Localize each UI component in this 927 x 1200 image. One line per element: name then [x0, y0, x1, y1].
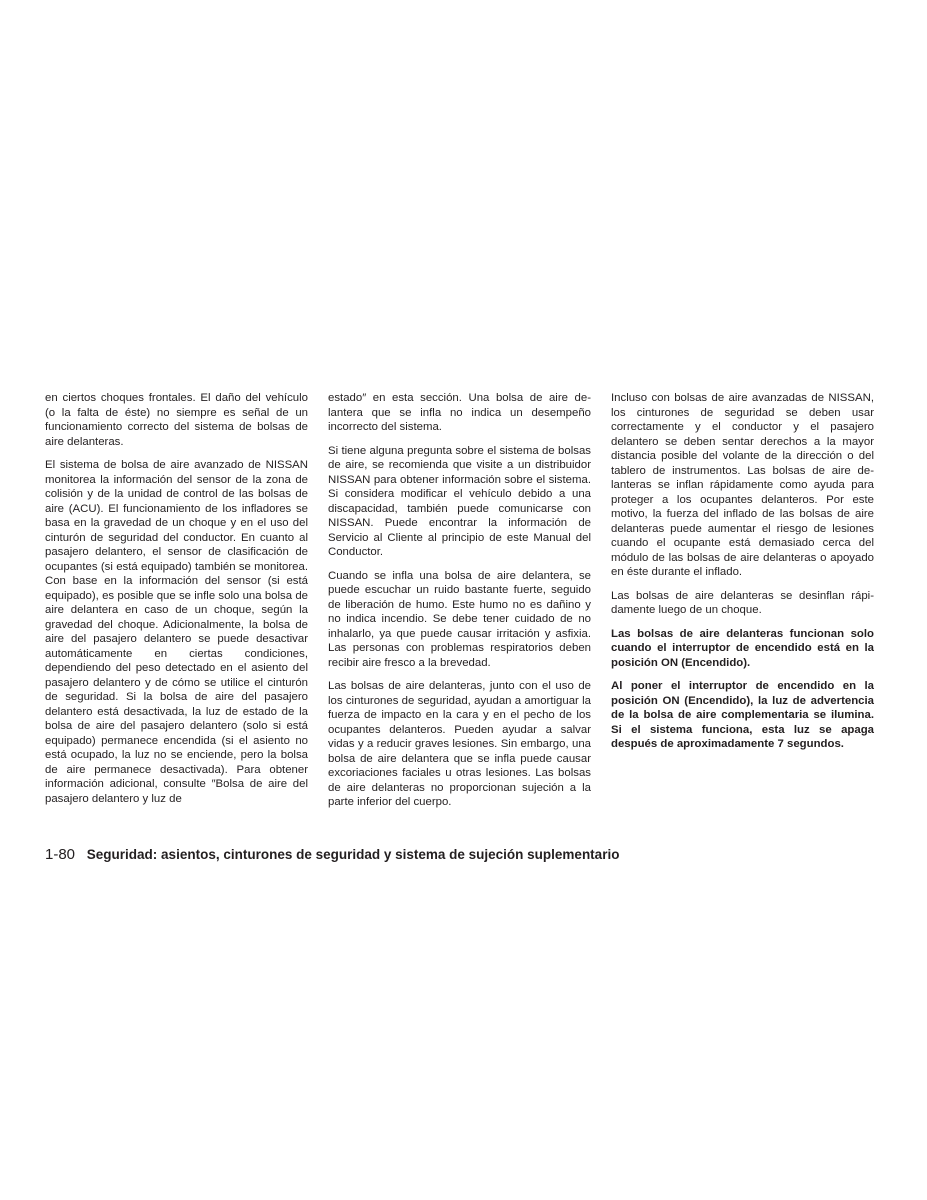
paragraph: estado″ en esta sección. Una bolsa de aire delantera que se infla no indica un desempeño incorrecto del sistema.	[328, 392, 591, 433]
paragraph: Las bolsas de aire delanteras, junto con el uso de los cinturones de seguridad, ayudan a amortiguar la fuerza de impacto en la cara y en el pecho de los ocupantes delanteros. Pueden ayudar a salvar vidas y a reducir graves lesiones. Sin embargo, una bolsa de aire delantera que se infla puede causar excoriaciones faciales u otras lesiones. Las bolsas de aire delanteras no proporcionan sujeción a la parte inferior del cuerpo.	[328, 680, 591, 808]
text-column-3	[611, 391, 874, 761]
paragraph: Cuando se infla una bolsa de aire delantera, se puede escuchar un ruido bastante fuerte, seguido de liberación de humo. Este humo no es dañino y no indica incendio. Se debe tener cuidado de no inhalarlo, ya que puede causar irritación y asfixia. Las personas con problemas respiratorios deben recibir aire fresco a la brevedad.	[328, 569, 591, 669]
paragraph: en ciertos choques frontales. El daño del vehículo (o la falta de éste) no siempre es señal de un funcionamiento correcto del sistema de bolsas de aire delanteras.	[45, 392, 308, 448]
paragraph: El sistema de bolsa de aire avanzado de NISSAN monitorea la información del sensor de la zona de colisión y de la unidad de control de las bolsas de aire (ACU). El funcionamiento de los infladores se basa en la gravedad de un choque y en el uso del cinturón de seguridad del conductor. En cuanto al pasajero delantero, el sensor de clasificación de ocupantes (si está equipado) también se monitorea. Con base en la información del sensor (si está equipado), es posible que se infle solo una bolsa de aire delantera en caso de un choque, según la gravedad del choque. Adicionalmente, la bolsa de aire del pasajero delantero se puede desactivar automáticamente en ciertas condiciones, dependiendo del peso detectado en el asiento del pasajero delantero y de cómo se utilice el cinturón de seguridad. Si la bolsa de aire del pasajero delantero está desactivada, la luz de estado de la bolsa de aire del pasajero delantero (solo si está equipado) permanece encendida (si el asiento no está ocupado, la luz no se enciende, pero la bolsa de aire permanece desactivada). Para obtener información adicional, consulte ″Bolsa de aire del pasajero delantero y luz de	[45, 459, 308, 805]
chapter-title: Seguridad: asientos, cinturones de seguridad y sistema de sujeción suplementario	[86, 847, 620, 862]
page-footer	[45, 846, 619, 864]
bold-notice-paragraph: Al poner el interruptor de encendido en la posición ON (Encendido), la luz de advertencia de la bolsa de aire complementaria se ilumina. Si el sistema funciona, esta luz se apaga después de aproximadamente 7 segundos.	[611, 680, 874, 750]
paragraph: Si tiene alguna pregunta sobre el sistema de bolsas de aire, se recomienda que visite a un distribuidor NISSAN para obtener información sobre el sistema. Si considera modificar el vehículo debido a una discapacidad, también puede comunicarse con NISSAN. Puede encontrar la información de Servicio al Cliente al principio de este Manual del Conductor.	[328, 444, 591, 558]
page-number: 1-80	[45, 846, 76, 863]
paragraph: Las bolsas de aire delanteras se desinflan rápidamente luego de un choque.	[611, 589, 874, 616]
paragraph: Incluso con bolsas de aire avanzadas de NISSAN, los cinturones de seguridad se deben usar correctamente y el conductor y el pasajero delantero se deben sentar derechos a la mayor distancia posible del volante de la dirección o del tablero de instrumentos. Las bolsas de aire delanteras se inflan rápidamente como ayuda para proteger a los ocupantes delanteros. Por este motivo, la fuerza del inflado de las bolsas de aire delanteras puede aumentar el riesgo de lesiones cuando el ocupante está demasiado cerca del módulo de las bolsas de aire delanteras o apoyado en éste durante el inflado.	[611, 392, 874, 578]
bold-notice-paragraph: Las bolsas de aire delanteras funcionan solo cuando el interruptor de encendido está en la posición ON (Encendido).	[611, 627, 874, 669]
text-column-1	[45, 391, 308, 815]
text-column-2	[328, 391, 591, 819]
